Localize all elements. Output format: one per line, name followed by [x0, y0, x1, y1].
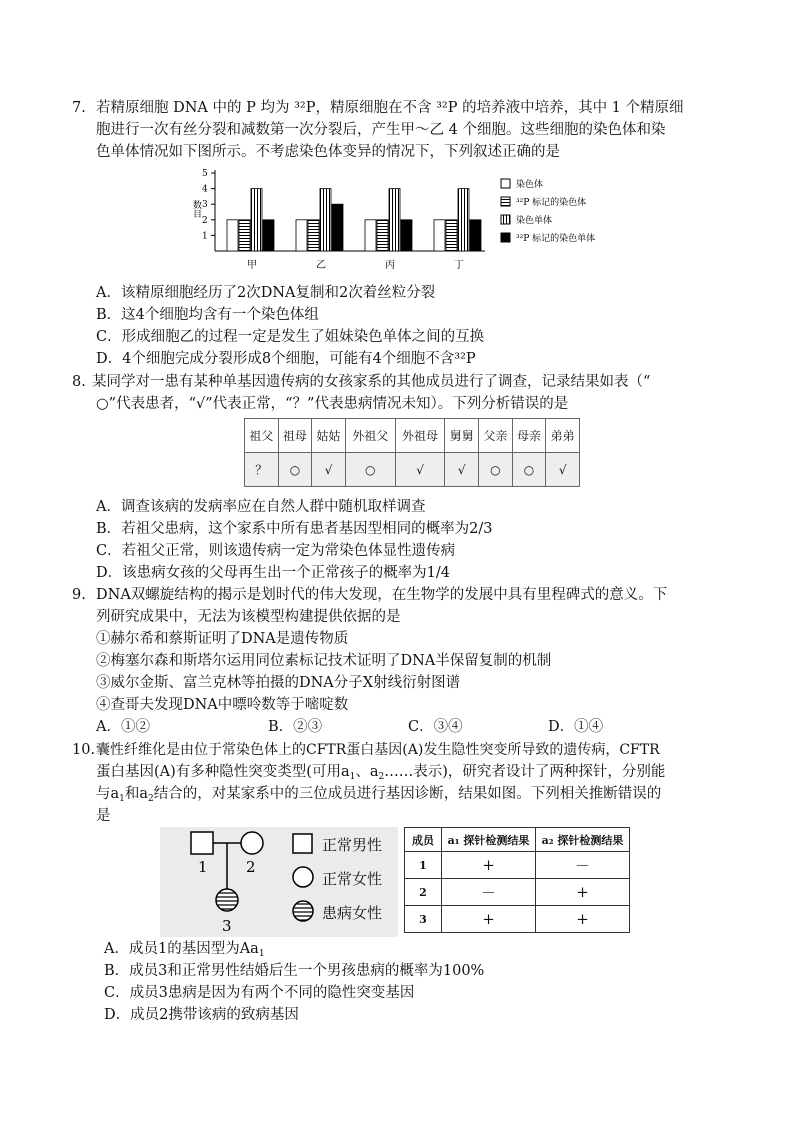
q8-header-cell: 母亲 — [512, 419, 546, 453]
q10-option-b: B．成员3和正常男性结婚后生一个男孩患病的概率为100% — [104, 963, 485, 979]
bar — [389, 189, 400, 251]
q10-stem-line-2 — [96, 762, 665, 783]
pedigree-label-2: 2 — [246, 858, 256, 876]
q10-stem-2c: ……表示)，研究者设计了两种探针，分别能 — [384, 764, 666, 780]
probe-cell: 3 — [405, 906, 442, 933]
bar — [308, 220, 319, 251]
legend-normal-female: 正常女性 — [322, 870, 383, 888]
q9-stem-line-1: DNA双螺旋结构的揭示是划时代的伟大发现，在生物学的发展中具有里程碑式的意义。下 — [96, 587, 668, 603]
bar — [458, 189, 469, 251]
bar — [401, 220, 412, 251]
q7-number: 7. — [72, 100, 86, 116]
y-tick-label: 5 — [202, 169, 208, 179]
q10-option-a — [104, 939, 265, 960]
x-tick-label: 甲 — [247, 260, 257, 271]
q7-option-a: A．该精原细胞经历了2次DNA复制和2次着丝粒分裂 — [96, 285, 436, 301]
legend-label-chromosome: 染色体 — [516, 180, 544, 190]
probe-cell: + — [536, 879, 630, 906]
q10-option-a-sub: 1 — [258, 949, 265, 959]
q8-stem-line-2: ○”代表患者，“√”代表正常，“？”代表患病情况未知）。下列分析错误的是 — [96, 396, 569, 412]
q8-number: 8. — [72, 374, 86, 390]
q10-probe-table — [404, 827, 630, 933]
bar — [251, 189, 262, 251]
q9-option-a: A．①② — [96, 719, 150, 735]
legend-swatch-chromosome — [501, 179, 510, 188]
q10-sub-2b: 2 — [148, 794, 154, 804]
q10-stem-2a: 蛋白基因(A)有多种隐性突变类型(可用a — [96, 764, 350, 780]
y-tick-label: 2 — [202, 215, 208, 226]
x-tick-label: 乙 — [316, 260, 326, 271]
q7-option-b: B．这4个细胞均含有一个染色体组 — [96, 307, 319, 323]
bar — [332, 204, 343, 251]
q8-stem-line-1: 某同学对一患有某种单基因遗传病的女孩家系的其他成员进行了调查，记录结果如表（“ — [92, 374, 651, 390]
q9-item-1: ①赫尔希和蔡斯证明了DNA是遗传物质 — [96, 631, 349, 647]
q8-header-cell: 外祖母 — [395, 419, 445, 453]
q8-option-a: A．调查该病的发病率应在自然人群中随机取样调查 — [96, 499, 426, 515]
q9-item-4: ④查哥夫发现DNA中嘌呤数等于嘧啶数 — [96, 697, 349, 713]
bar — [263, 220, 274, 251]
chart-legend — [501, 178, 595, 244]
q8-value-cell: √ — [395, 453, 445, 487]
bar — [296, 220, 307, 251]
legend-male-symbol — [293, 834, 312, 853]
probe-cell: － — [536, 852, 630, 879]
q10-stem-3c: 结合的，对某家系中的三位成员进行基因诊断，结果如图。下列相关推断错误的 — [153, 786, 662, 802]
q10-option-d: D．成员2携带该病的致病基因 — [104, 1007, 299, 1023]
q9-number: 9. — [72, 587, 86, 603]
probe-header-a2: a₂ 探针检测结果 — [536, 828, 630, 852]
q9-option-d: D．①④ — [548, 719, 604, 735]
bar — [446, 220, 457, 251]
q9-option-b: B．②③ — [268, 719, 323, 735]
q8-option-c: C．若祖父正常，则该遗传病一定为常染色体显性遗传病 — [96, 543, 456, 559]
q8-header-cell: 舅舅 — [445, 419, 479, 453]
legend-normal-male: 正常男性 — [322, 836, 383, 854]
probe-header-member: 成员 — [405, 828, 442, 852]
q8-value-cell: √ — [546, 453, 580, 487]
affected-female-symbol — [216, 889, 238, 911]
q9-stem-line-2: 列研究成果中，无法为该模型构建提供依据的是 — [96, 609, 401, 625]
bar — [377, 220, 388, 251]
q10-stem-line-1: 囊性纤维化是由位于常染色体上的CFTR蛋白基因(A)发生隐性突变所导致的遗传病，CFTR — [96, 742, 660, 758]
q7-bar-chart — [175, 165, 645, 280]
q8-value-cell: √ — [312, 453, 346, 487]
q8-value-cell: ○ — [278, 453, 312, 487]
bar — [470, 220, 481, 251]
pedigree-label-1: 1 — [198, 858, 208, 876]
legend-swatch-labeled-chromosome — [501, 197, 510, 206]
q10-sub-2: 2 — [378, 772, 385, 782]
probe-header-a1: a₁ 探针检测结果 — [442, 828, 536, 852]
q8-header-cell: 姑姑 — [312, 419, 346, 453]
q8-header-cell: 祖父 — [245, 419, 279, 453]
legend-label-chromatid: 染色单体 — [516, 216, 553, 226]
q8-option-d: D．该患病女孩的父母再生出一个正常孩子的概率为1/4 — [96, 565, 450, 581]
x-tick-label: 丁 — [454, 260, 464, 271]
y-tick-label: 1 — [202, 231, 208, 242]
legend-label-labeled-chromatid: ³²P 标记的染色单体 — [516, 234, 596, 244]
legend-label-labeled-chromosome: ³²P 标记的染色体 — [516, 198, 587, 208]
bar — [227, 220, 238, 251]
q10-stem-line-4: 是 — [96, 808, 111, 824]
x-tick-label: 丙 — [385, 260, 395, 271]
q8-header-cell: 弟弟 — [546, 419, 580, 453]
q7-option-c: C．形成细胞乙的过程一定是发生了姐妹染色单体之间的互换 — [96, 329, 485, 345]
q8-header-cell: 外祖父 — [345, 419, 395, 453]
q10-stem-3b: 和a — [124, 786, 149, 802]
q10-stem-line-3 — [96, 784, 661, 805]
probe-cell: 2 — [405, 879, 442, 906]
q9-option-c: C．③④ — [408, 719, 463, 735]
q8-value-cell: ○ — [345, 453, 395, 487]
probe-cell: + — [442, 852, 536, 879]
q10-option-a-text: A．成员1的基因型为Aa — [104, 941, 259, 957]
legend-affected-female: 患病女性 — [322, 904, 383, 922]
legend-swatch-chromatid — [501, 215, 510, 224]
q9-item-3: ③威尔金斯、富兰克林等拍摄的DNA分子X射线衍射图谱 — [96, 675, 461, 691]
y-axis-label: 数目 — [191, 200, 201, 218]
q10-sub-1b: 1 — [119, 794, 125, 804]
q10-pedigree-figure — [160, 827, 398, 937]
q8-survey-table — [244, 418, 580, 487]
y-tick-label: 3 — [202, 200, 208, 211]
pedigree-label-3: 3 — [222, 917, 232, 935]
q8-value-cell: ？ — [245, 453, 279, 487]
q10-stem-3a: 与a — [96, 786, 120, 802]
q7-stem-line-2: 胞进行一次有丝分裂和减数第一次分裂后，产生甲～乙 4 个细胞。这些细胞的染色体和染 — [96, 122, 666, 138]
q8-option-b: B．若祖父患病，这个家系中所有患者基因型相同的概率为2/3 — [96, 521, 493, 537]
legend-female-symbol — [293, 867, 313, 887]
male-symbol — [191, 832, 213, 854]
q8-header-cell: 父亲 — [479, 419, 513, 453]
female-symbol — [241, 832, 263, 854]
q10-number: 10. — [72, 742, 96, 758]
q10-option-c: C．成员3患病是因为有两个不同的隐性突变基因 — [104, 985, 415, 1001]
probe-cell: 1 — [405, 852, 442, 879]
bar — [320, 189, 331, 251]
q7-option-d: D．4个细胞完成分裂形成8个细胞，可能有4个细胞不含³²P — [96, 351, 476, 367]
q10-sub-1: 1 — [349, 772, 356, 782]
q10-stem-2b: 、a — [355, 764, 379, 780]
q7-stem-line-1: 若精原细胞 DNA 中的 P 均为 ³²P，精原细胞在不含 ³²P 的培养液中培养，其中 1 个精原细 — [96, 100, 684, 116]
q8-value-cell: ○ — [479, 453, 513, 487]
probe-cell: － — [442, 879, 536, 906]
q8-value-cell: ○ — [512, 453, 546, 487]
q8-header-cell: 祖母 — [278, 419, 312, 453]
q9-item-2: ②梅塞尔森和斯塔尔运用同位素标记技术证明了DNA半保留复制的机制 — [96, 653, 552, 669]
q8-value-cell: √ — [445, 453, 479, 487]
y-tick-label: 4 — [202, 184, 208, 195]
bar — [434, 220, 445, 251]
q7-stem-line-3: 色单体情况如下图所示。不考虑染色体变异的情况下，下列叙述正确的是 — [96, 144, 560, 160]
legend-swatch-labeled-chromatid — [501, 233, 510, 242]
probe-cell: + — [442, 906, 536, 933]
bar — [239, 220, 250, 251]
bar — [365, 220, 376, 251]
probe-cell: + — [536, 906, 630, 933]
